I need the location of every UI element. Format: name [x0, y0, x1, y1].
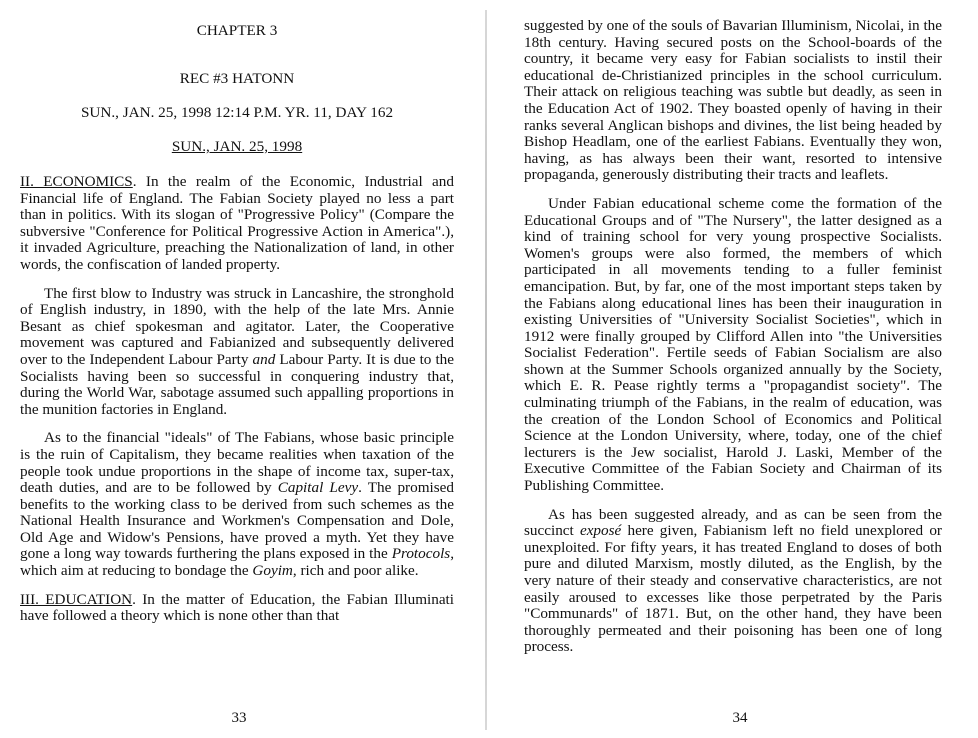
goyim: Goyim — [252, 562, 293, 580]
rec-heading: REC #3 HATONN — [179, 70, 295, 87]
economics-heading: II. ECONOMICS — [20, 173, 133, 190]
right-text-column — [524, 18, 942, 668]
chapter-heading: CHAPTER 3 — [196, 22, 278, 39]
financial-paragraph — [20, 430, 454, 579]
left-text-column — [20, 174, 454, 637]
page-number-right: 34 — [732, 710, 748, 726]
capital-levy: Capital Levy — [277, 479, 359, 497]
para3-text-a: As has been suggested already, and as can be seen from the succinct — [524, 505, 942, 540]
book-gutter — [485, 10, 487, 730]
education-heading: III. EDUCATION — [20, 590, 133, 608]
left-page — [0, 0, 488, 738]
education-paragraph — [20, 592, 454, 625]
financial-text-c: , which aim at reducing to bondage the — [20, 545, 454, 580]
industry-and: and — [252, 350, 276, 368]
industry-text-a: The first blow to Industry was struck in Lancashire, the stronghold of English industry, in 1890, with the help of the late Mrs. Annie Besant as chief spokesman and agitator. Later, the Cooperative movement was captured and Fabianized and subsequently delivered over to the Independent Labour Party — [20, 284, 454, 368]
right-paragraph-3 — [524, 507, 942, 656]
economics-text: . In the realm of the Economic, Industrial and Financial life of England. The Fabian Society played no less a part than in politics. With its slogan of "Progressive Policy" (Compare the subversive "Conference for Political Progressive Action in America".), it invaded Agriculture, preaching the Nationalization of land, in other words, the confiscation of landed property. — [20, 173, 454, 273]
industry-text-b: Labour Party. It is due to the Socialists having been so successful in conquering industry that, during the World War, sabotage assumed such appalling proportions in the munition factories in England. — [20, 350, 454, 418]
right-paragraph-1: suggested by one of the souls of Bavarian Illuminism, Nicolai, in the 18th century. Having secured posts on the School-boards of the country, it became very easy for Fabian socialists to instil their educational de-Christianized principles in the school curriculum. Their attack on religious teaching was subtle but deadly, as seen in the Education Act of 1902. They boasted openly of having in their ranks several Anglican bishops and divines, the list being headed by Bishop Headlam, one of the earliest Fabians. Eventually they won, having, as has always been their want, resorted to intensive propaganda, generously distributing their tracts and leaflets. — [524, 17, 943, 184]
right-paragraph-2: Under Fabian educational scheme come the formation of the Educational Groups and of "The Nursery", the latter designed as a kind of training school for very young prospective Socialists. Women's groups were also formed, the members of which participated in all movements tending to a fuller feminist emancipation. But, by far, one of the most important steps taken by the Fabians along educational lines has been their inauguration in existing Universities of "University Socialist Societies", which in 1912 were finally grouped by Clifford Allen into "the Universities Socialist Federation". Fertile seeds of Fabian Socialism are also shown at the Summer Schools organized annually by the Society, which E. R. Pease rightly terms a "propagandist society". The culminating triumph of the Fabians, in the realm of education, was the creation of the London School of Economics and Political Science at the London University, where, today, one of the chief lecturers is the Jew socialist, Harold J. Laski, Member of the Executive Committee of the Fabian Society and Chairman of its Publishing Committee. — [524, 194, 942, 495]
economics-paragraph — [20, 174, 454, 274]
right-page — [488, 0, 978, 738]
financial-text-a: As to the financial "ideals" of The Fabians, whose basic principle is the ruin of Capitalism, they became realities when taxation of the people took undue proportions in the shape of income tax, super-tax, death duties, and are to be followed by — [20, 429, 454, 497]
page-number-left: 33 — [231, 710, 247, 726]
education-text: . In the matter of Education, the Fabian Illuminati have followed a theory which is none other than that — [20, 590, 454, 625]
industry-paragraph — [20, 286, 454, 419]
protocols: Protocols — [391, 545, 451, 563]
para3-text-b: here given, Fabianism left no field unexplored or unexploited. For fifty years, it has treated England to doses of both pure and diluted Marxism, mostly diluted, as the English, by the very nature of their steady and conservative characteristics, are not easily aroused to excesses like those perpetrated by the Paris "Communards" of 1871. But, on the other hand, they have been thoroughly permeated and their poisoning has been one of long process. — [524, 522, 942, 656]
financial-text-d: , rich and poor alike. — [292, 562, 419, 580]
financial-text-b: . The promised benefits to the working class to be derived from such schemes as the National Health Insurance and Workmen's Compensation and Dole, Old Age and Widow's Pensions, have proved a myth. Yet they have gone a long way towards furthering the plans exposed in the — [20, 479, 454, 563]
dateline: SUN., JAN. 25, 1998 12:14 P.M. YR. 11, DAY 162 — [80, 104, 394, 121]
expose: exposé — [579, 522, 622, 540]
date-underlined: SUN., JAN. 25, 1998 — [171, 138, 303, 155]
